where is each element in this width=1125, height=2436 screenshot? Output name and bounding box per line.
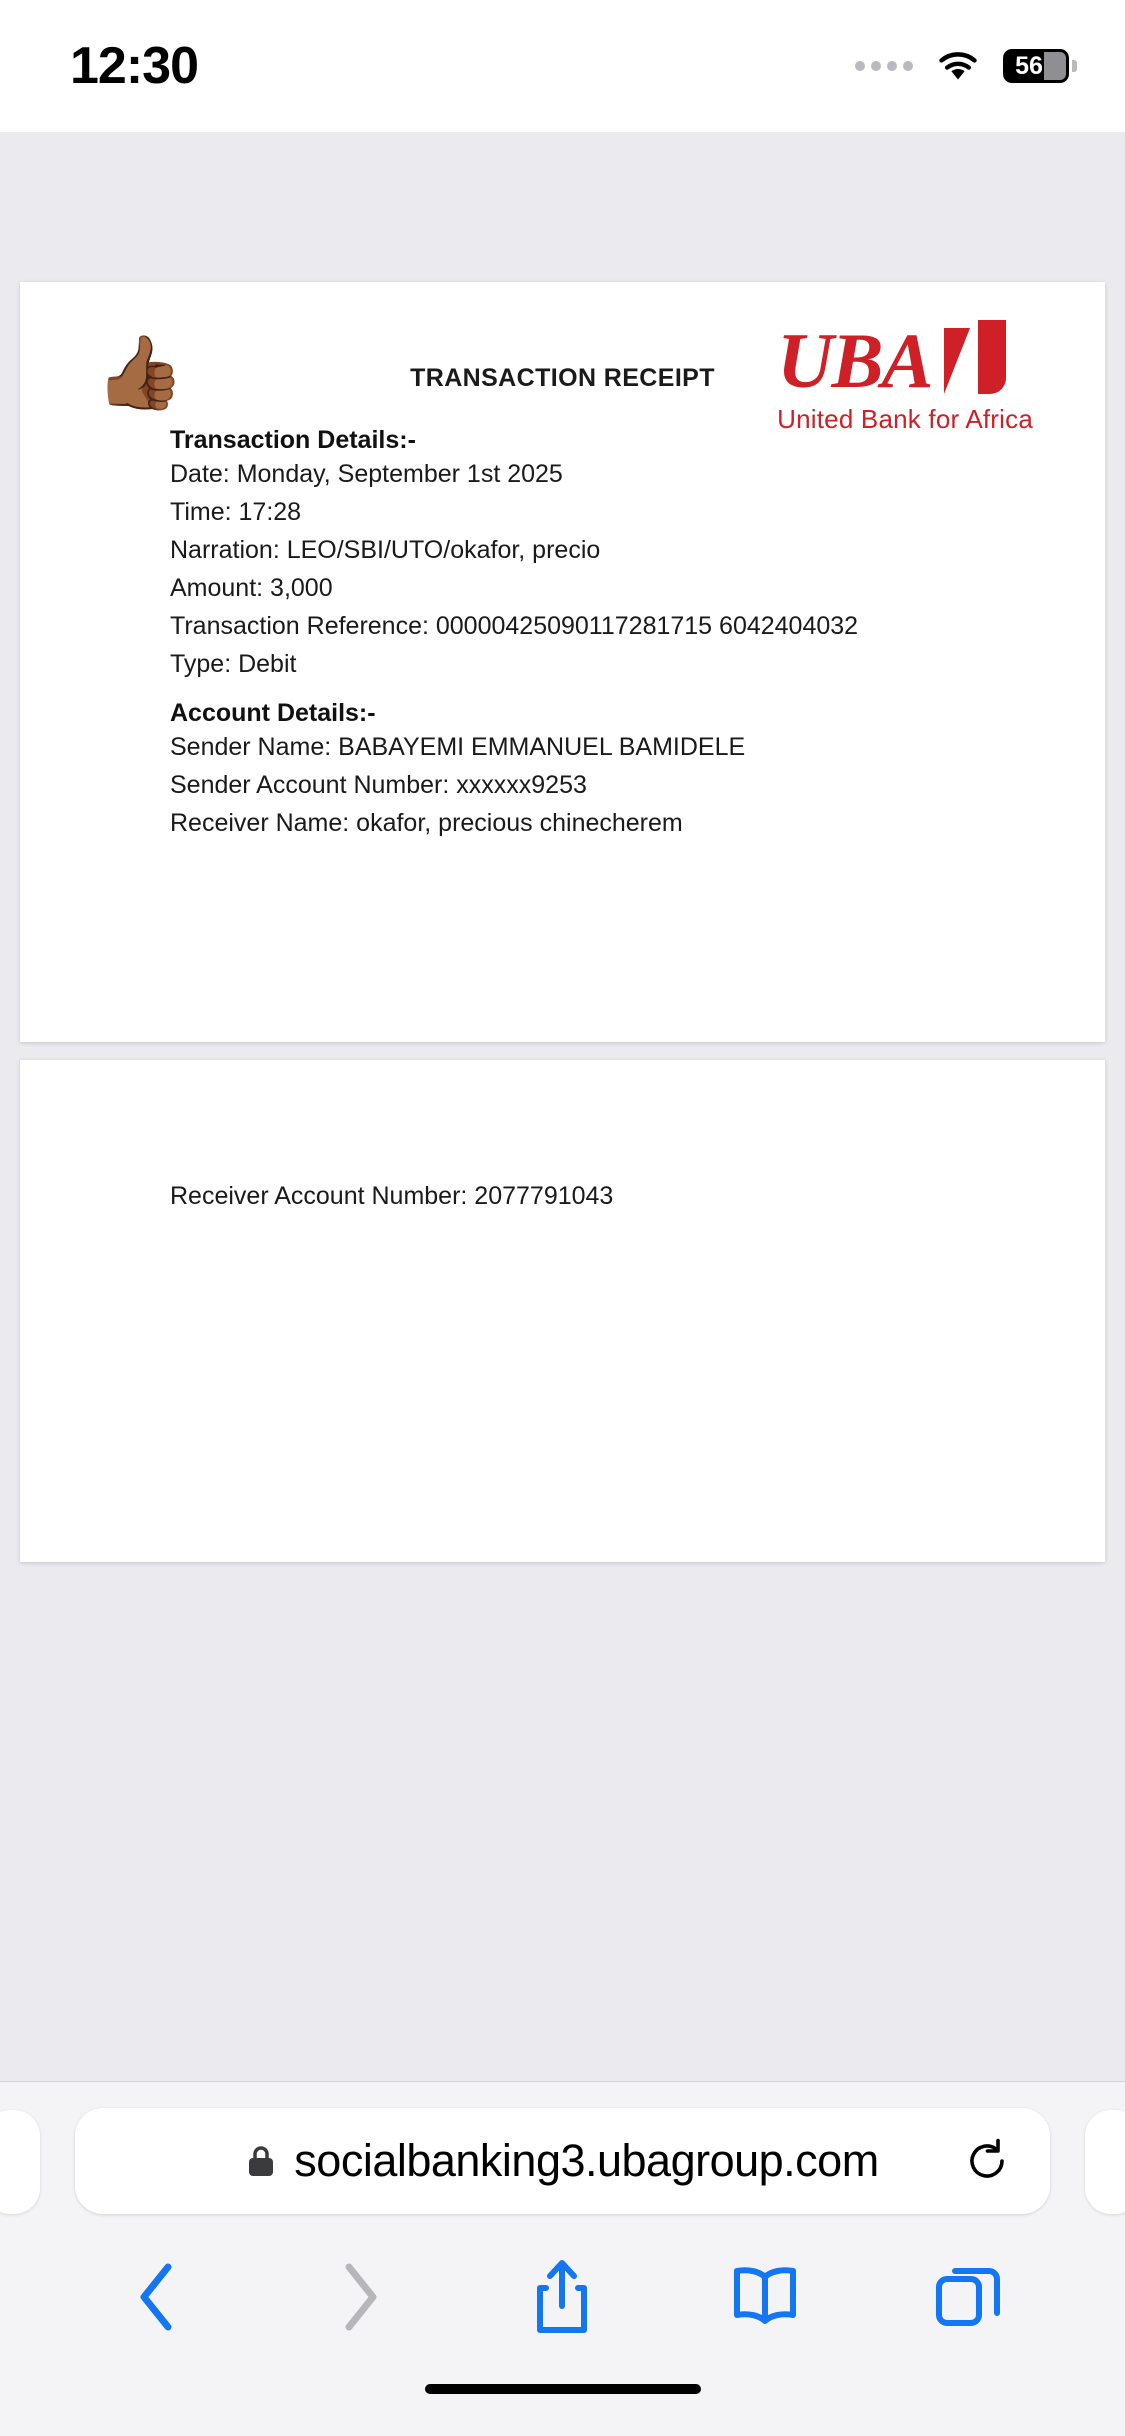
bookmarks-button[interactable]	[727, 2259, 803, 2335]
page-title: TRANSACTION RECEIPT	[410, 364, 715, 392]
detail-row-date: Date: Monday, September 1st 2025	[170, 460, 563, 488]
browser-bottom-bar	[0, 2081, 1125, 2436]
detail-row-time: Time: 17:28	[170, 498, 302, 526]
page-content	[0, 132, 1125, 2081]
share-button[interactable]	[524, 2259, 600, 2335]
address-bar[interactable]	[75, 2108, 1050, 2214]
battery-level: 56	[1015, 51, 1043, 80]
bookmarks-icon	[730, 2265, 800, 2329]
detail-row-amount: Amount: 3,000	[170, 574, 333, 602]
tab-strip	[0, 2104, 1125, 2222]
tab-peek-previous[interactable]	[0, 2110, 40, 2214]
battery-icon	[1003, 49, 1069, 83]
back-button[interactable]	[119, 2259, 195, 2335]
avatar: 👍🏾	[95, 333, 185, 413]
status-indicators	[855, 49, 1069, 83]
wifi-icon	[935, 49, 981, 83]
uba-logo	[777, 316, 1033, 435]
signal-dots-icon	[855, 61, 913, 71]
forward-button[interactable]	[322, 2259, 398, 2335]
tab-peek-next[interactable]	[1085, 2110, 1125, 2214]
detail-row-narration: Narration: LEO/SBI/UTO/okafor, precio	[170, 536, 601, 564]
back-chevron-icon	[132, 2259, 182, 2335]
status-bar	[0, 0, 1125, 132]
uba-tagline: United Bank for Africa	[777, 404, 1033, 434]
url-text: socialbanking3.ubagroup.com	[294, 2135, 879, 2186]
forward-chevron-icon	[335, 2259, 385, 2335]
account-row-sender-number: Sender Account Number: xxxxxx9253	[170, 771, 587, 799]
uba-mark-icon	[944, 320, 1006, 398]
browser-toolbar	[0, 2222, 1125, 2372]
transaction-receipt-card	[20, 282, 1105, 1042]
account-details-heading: Account Details:-	[170, 699, 376, 727]
receipt-header	[20, 282, 1105, 432]
uba-wordmark: UBA	[777, 316, 932, 404]
share-icon	[530, 2258, 594, 2336]
tabs-button[interactable]	[930, 2259, 1006, 2335]
account-row-receiver-name: Receiver Name: okafor, precious chinecherem	[170, 809, 683, 837]
account-row-receiver-number: Receiver Account Number: 2077791043	[170, 1182, 614, 1210]
home-indicator	[0, 2372, 1125, 2436]
tabs-icon	[934, 2263, 1002, 2331]
transaction-details-block	[20, 426, 1105, 683]
detail-row-type: Type: Debit	[170, 650, 297, 678]
lock-icon	[246, 2144, 276, 2178]
transaction-details-heading: Transaction Details:-	[170, 426, 416, 454]
receiver-account-card	[20, 1060, 1105, 1562]
reload-icon[interactable]	[966, 2138, 1008, 2184]
account-details-block	[20, 699, 1105, 842]
detail-row-reference: Transaction Reference: 00000425090117281715 6042404032	[170, 612, 859, 640]
account-row-sender-name: Sender Name: BABAYEMI EMMANUEL BAMIDELE	[170, 733, 746, 761]
status-time: 12:30	[70, 37, 198, 95]
